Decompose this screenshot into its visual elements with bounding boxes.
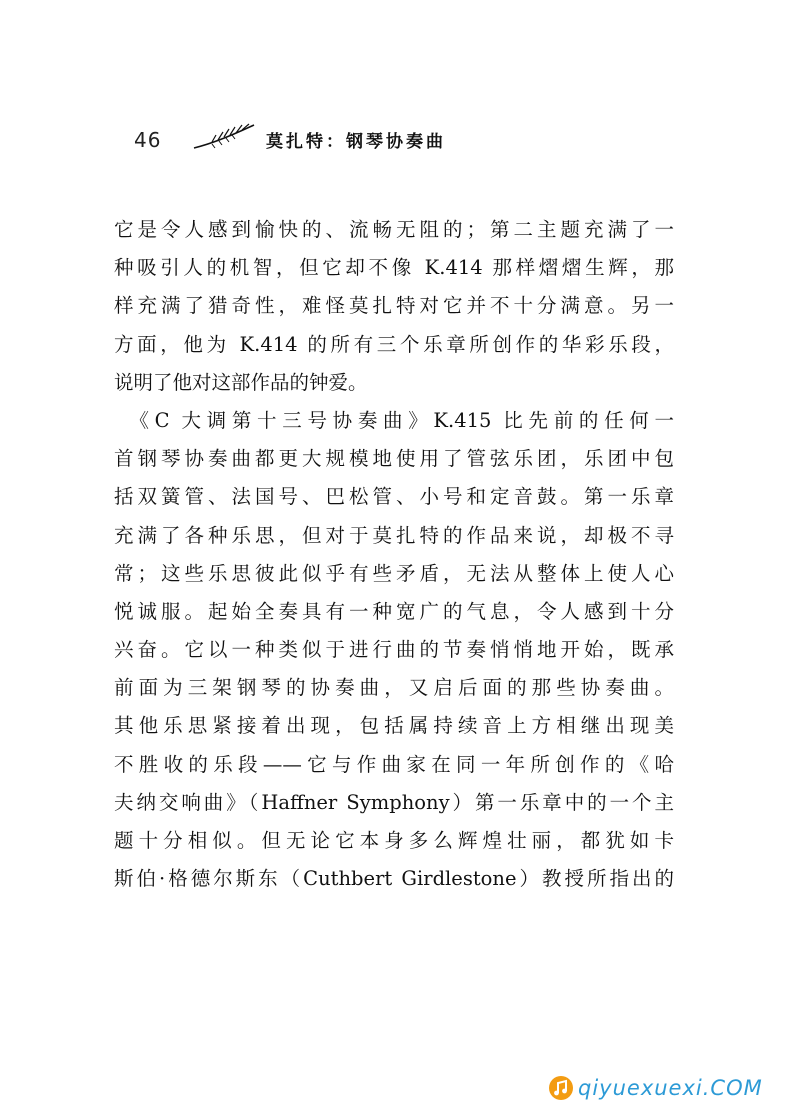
text-line: 方面，他为 K.414 的所有三个乐章所创作的华彩乐段， [114,332,674,356]
running-title: 莫扎特：钢琴协奏曲 [266,132,446,152]
text-line: 前面为三架钢琴的协奏曲，又启后面的那些协奏曲。 [114,676,674,700]
text-line: 《C 大调第十三号协奏曲》K.415 比先前的任何一 [114,408,674,432]
text-line: 样充满了猎奇性，难怪莫扎特对它并不十分满意。另一 [114,294,674,318]
music-note-logo-icon [548,1075,574,1101]
text-line: 题十分相似。但无论它本身多么辉煌壮丽，都犹如卡 [114,829,674,852]
text-line: 常；这些乐思彼此似乎有些矛盾，无法从整体上使人心 [114,561,674,585]
page-number: 46 [134,128,162,152]
text-line: 夫纳交响曲》（Haffner Symphony）第一乐章中的一个主 [114,790,674,814]
text-line: 其他乐思紧接着出现，包括属持续音上方相继出现美 [114,714,674,738]
quill-ornament-icon [192,122,258,154]
text-line: 悦诚服。起始全奏具有一种宽广的气息，令人感到十分 [114,599,674,623]
text-line: 斯伯·格德尔斯东（Cuthbert Girdlestone）教授所指出的 [114,867,674,891]
text-line: 不胜收的乐段——它与作曲家在同一年所创作的《哈 [114,752,674,776]
watermark [548,1073,763,1103]
text-line: 充满了各种乐思，但对于莫扎特的作品来说，却极不寻 [114,523,674,547]
text-line: 括双簧管、法国号、巴松管、小号和定音鼓。第一乐章 [114,485,674,509]
text-line: 说明了他对这部作品的钟爱。 [114,370,368,394]
page-header [134,122,674,158]
text-line: 首钢琴协奏曲都更大规模地使用了管弦乐团，乐团中包 [114,447,674,471]
text-line: 种吸引人的机智，但它却不像 K.414 那样熠熠生辉，那 [114,256,674,280]
text-line: 兴奋。它以一种类似于进行曲的节奏悄悄地开始，既承 [114,638,674,662]
body-text [114,211,674,898]
text-line: 它是令人感到愉快的、流畅无阻的；第二主题充满了一 [114,218,674,241]
watermark-text: qiyuexuexi.COM [578,1076,763,1100]
